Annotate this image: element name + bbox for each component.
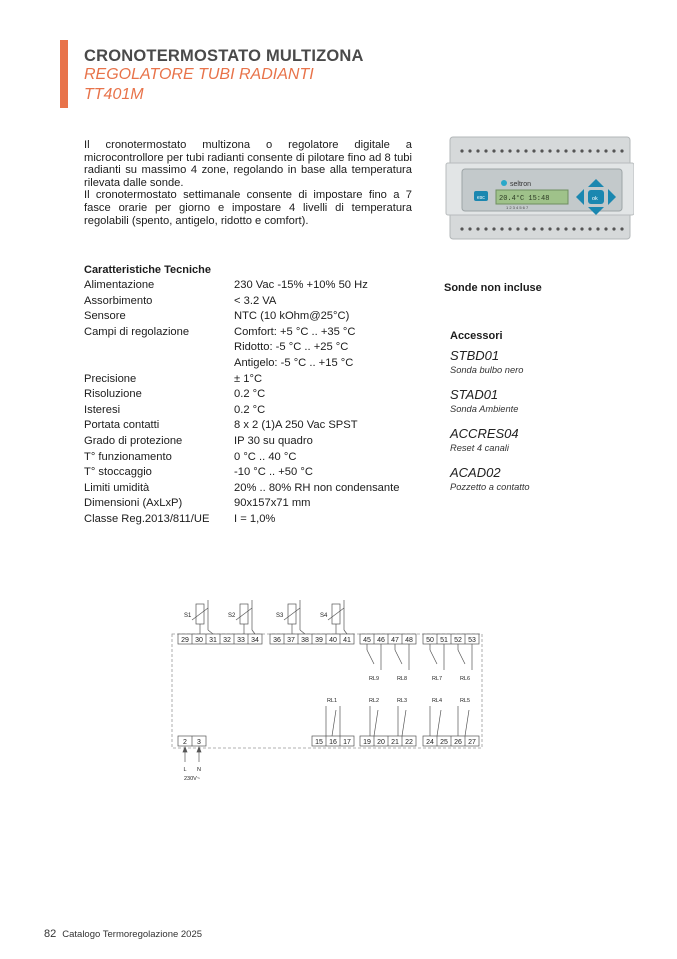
accessory-code: STBD01	[450, 348, 500, 363]
specs-title: Caratteristiche Tecniche	[84, 264, 211, 276]
terminal-label: 25	[440, 739, 448, 746]
spec-label: T° stoccaggio	[84, 466, 152, 479]
terminal-label: 37	[287, 637, 295, 644]
terminal-label: 26	[454, 739, 462, 746]
accessory-item	[450, 426, 530, 465]
terminal-label: 30	[195, 637, 203, 644]
accessory-item	[450, 387, 530, 426]
terminal-label: 39	[315, 637, 323, 644]
terminal-label: 47	[391, 637, 399, 644]
spec-value: < 3.2 VA	[234, 294, 277, 307]
sonde-note: Sonde non incluse	[444, 282, 542, 294]
intro-paragraph-2: Il cronotermostato settimanale consente di impostare fino a 7 fasce orarie per giorno e impostare 4 livelli di temperatura regolabili (spento, antigelo, ridotto e comfort).	[84, 189, 412, 227]
spec-label: Dimensioni (AxLxP)	[84, 497, 183, 510]
terminal-label: 3	[197, 739, 201, 746]
intro-text	[84, 139, 412, 227]
sensor-label: S2	[228, 613, 236, 619]
spec-value: 0.2 °C	[234, 388, 266, 401]
spec-value: 0.2 °C	[234, 403, 266, 416]
terminal-label: 34	[251, 637, 259, 644]
terminal-label: 41	[343, 637, 351, 644]
terminal-label: 33	[237, 637, 245, 644]
device-display: 20.4°C 15:48	[499, 195, 550, 203]
accessories-list	[450, 348, 530, 504]
terminal-label: 31	[209, 637, 217, 644]
spec-value: Comfort: +5 °C .. +35 °C	[234, 325, 356, 338]
sensor-label: S1	[184, 613, 192, 619]
spec-value: -10 °C .. +50 °C	[234, 466, 313, 479]
spec-label: Precisione	[84, 372, 137, 385]
terminal-label: 21	[391, 739, 399, 746]
terminal-label: 27	[468, 739, 476, 746]
accessory-code: ACCRES04	[450, 426, 519, 441]
page-subtitle: REGOLATORE TUBI RADIANTI	[84, 66, 314, 83]
relay-label: RL9	[368, 676, 380, 682]
terminal-label: 29	[181, 637, 189, 644]
terminal-label: 52	[454, 637, 462, 644]
spec-value: ± 1°C	[234, 372, 263, 385]
accessory-code: ACAD02	[450, 465, 501, 480]
terminal-label: 16	[329, 739, 337, 746]
spec-label: Alimentazione	[84, 279, 155, 291]
device-photo	[444, 133, 634, 245]
accessory-item	[450, 348, 530, 387]
spec-value: IP 30 su quadro	[234, 434, 313, 447]
terminal-label: 45	[363, 637, 371, 644]
accessory-desc: Reset 4 canali	[450, 443, 509, 453]
relay-label: RL2	[368, 698, 380, 704]
title-accent-bar	[60, 40, 68, 108]
spec-label: T° funzionamento	[84, 450, 172, 463]
wiring-diagram	[160, 590, 500, 800]
spec-label: Grado di protezione	[84, 434, 183, 447]
terminal-label: 53	[468, 637, 476, 644]
device-ok-label: ok	[592, 196, 598, 202]
spec-label: Risoluzione	[84, 388, 142, 401]
accessory-desc: Pozzetto a contatto	[450, 482, 530, 492]
terminal-label: 2	[183, 739, 187, 746]
device-esc-label: esc	[477, 195, 485, 201]
spec-value: 90x157x71 mm	[234, 497, 311, 510]
device-brand: seltron	[510, 181, 532, 188]
intro-paragraph-1: Il cronotermostato multizona o regolatore digitale a microcontrollore per tubi radianti consente di pilotare fino ad 8 tubi radianti su massimo 4 zone, regolando in base alla temperatura rilevata dalle sonde.	[84, 139, 412, 189]
terminal-label: 51	[440, 637, 448, 644]
spec-label: Limiti umidità	[84, 481, 150, 494]
terminal-label: 17	[343, 739, 351, 746]
relay-label: RL7	[431, 676, 443, 682]
spec-label: Sensore	[84, 310, 126, 323]
spec-value: Antigelo: -5 °C .. +15 °C	[234, 356, 354, 369]
spec-label: Assorbimento	[84, 294, 153, 307]
spec-value: 8 x 2 (1)A 250 Vac SPST	[234, 419, 358, 432]
relay-label: RL4	[431, 698, 443, 704]
terminal-label: 48	[405, 637, 413, 644]
catalog-name: Catalogo Termoregolazione 2025	[62, 929, 203, 940]
terminal-label: 20	[377, 739, 385, 746]
spec-value: 0 °C .. 40 °C	[234, 450, 297, 463]
terminal-label: 50	[426, 637, 434, 644]
accessory-item	[450, 465, 530, 504]
relay-label: RL6	[459, 676, 471, 682]
page-number: 82	[44, 928, 57, 940]
spec-value: 20% .. 80% RH non condensante	[234, 481, 400, 494]
page-footer	[44, 928, 202, 940]
terminal-label: 24	[426, 739, 434, 746]
spec-value: Ridotto: -5 °C .. +25 °C	[234, 341, 349, 354]
sensor-label: S3	[276, 613, 284, 619]
terminal-label: 22	[405, 739, 413, 746]
accessories-title: Accessori	[450, 330, 503, 342]
power-n-label: N	[197, 767, 201, 773]
accessory-code: STAD01	[450, 387, 499, 402]
terminal-label: 36	[273, 637, 281, 644]
terminal-label: 15	[315, 739, 323, 746]
relay-label: RL3	[396, 698, 408, 704]
spec-value: I = 1,0%	[234, 512, 276, 525]
terminal-label: 40	[329, 637, 337, 644]
spec-value: 230 Vac -15% +10% 50 Hz	[234, 279, 368, 291]
power-voltage-label: 230V~	[183, 776, 201, 782]
accessory-desc: Sonda bulbo nero	[450, 365, 524, 375]
page-title: CRONOTERMOSTATO MULTIZONA	[84, 47, 364, 65]
spec-label: Campi di regolazione	[84, 325, 190, 338]
spec-label: Portata contatti	[84, 419, 160, 432]
spec-label: Isteresi	[84, 403, 121, 416]
relay-label: RL5	[459, 698, 471, 704]
terminal-label: 46	[377, 637, 385, 644]
accessory-desc: Sonda Ambiente	[450, 404, 519, 414]
terminal-label: 32	[223, 637, 231, 644]
relay-label: RL1	[326, 698, 338, 704]
model-code: TT401M	[84, 86, 144, 103]
sensor-label: S4	[320, 613, 328, 619]
device-day-digits: 1 2 3 4 5 6 7	[506, 205, 529, 210]
terminal-label: 38	[301, 637, 309, 644]
terminal-label: 19	[363, 739, 371, 746]
power-l-label: L	[183, 767, 187, 773]
relay-label: RL8	[396, 676, 408, 682]
spec-label: Classe Reg.2013/811/UE	[84, 512, 210, 525]
spec-value: NTC (10 kOhm@25°C)	[234, 310, 350, 323]
